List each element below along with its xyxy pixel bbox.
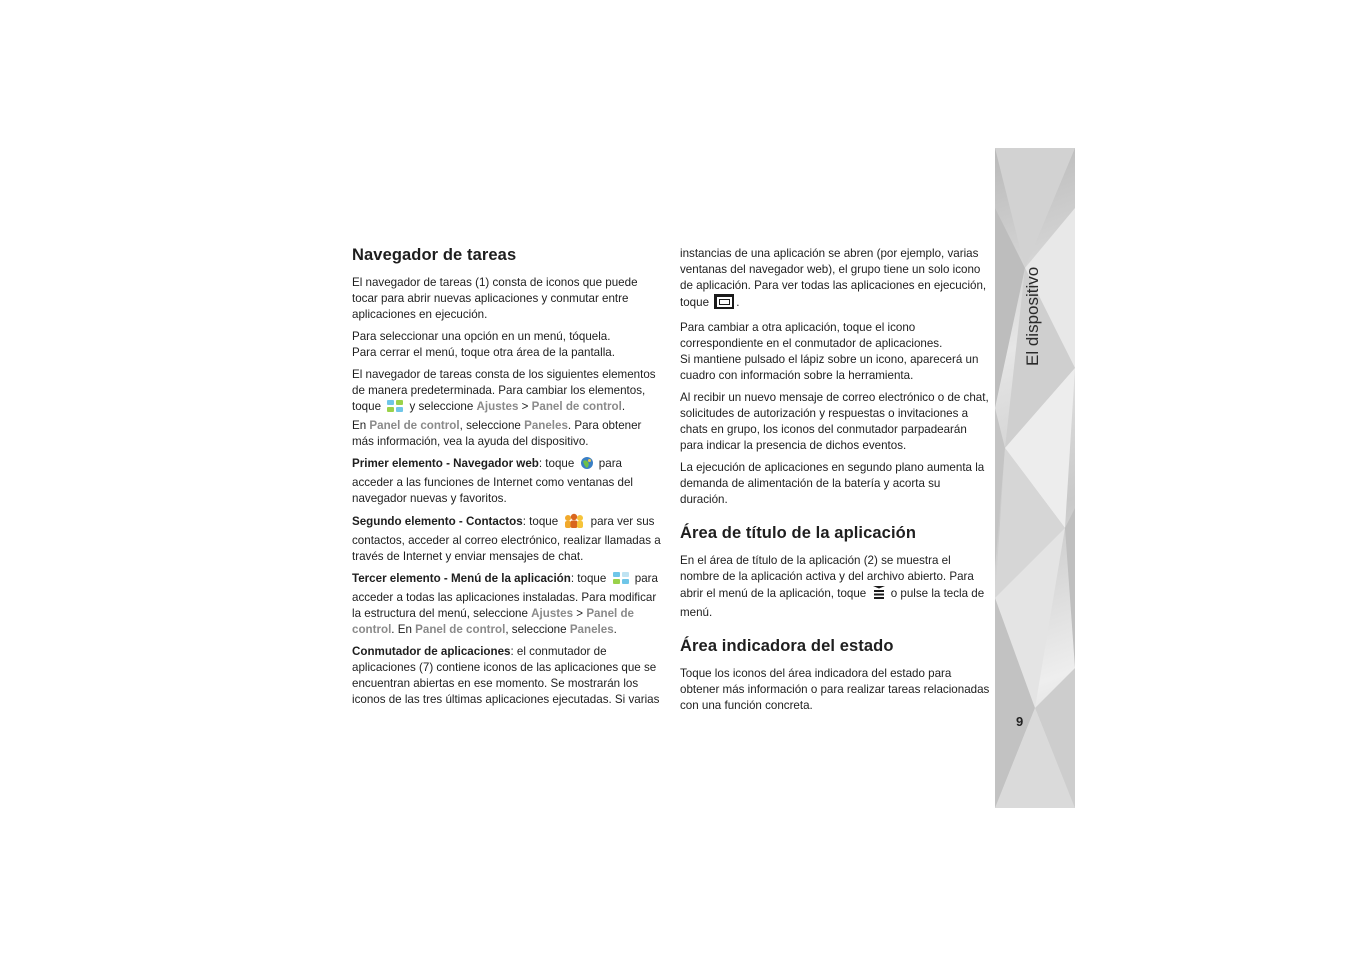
text: . [736,296,740,309]
link-paneles[interactable]: Paneles [524,419,568,432]
text: : toque [538,457,575,470]
link-paneles[interactable]: Paneles [569,623,614,636]
heading-status-area: Área indicadora del estado [680,637,894,655]
paragraph-title-area [680,553,990,621]
web-browser-icon [580,456,594,475]
text: . En [391,623,412,636]
settings-icon [386,399,404,418]
text: : toque [522,515,559,528]
text: En [352,419,367,432]
text: : el conmutador de aplicaciones (7) contiene iconos de las aplicaciones que se encuentran abiertas en ese momento. Se mostrarán los iconos de las tres últimas aplicaciones ejecutadas. Si varias [352,645,660,706]
link-panel-de-control[interactable]: Panel de control [369,419,460,432]
paragraph-notifications: Al recibir un nuevo mensaje de correo electrónico o de chat, solicitudes de autorización y respuestas o invitaciones a chats en grupo, los iconos del conmutador parpadearán para indicar la presencia de dichos eventos. [680,391,989,452]
text-select-option: Para seleccionar una opción en un menú, tóquela. [352,330,611,343]
text: y seleccione [409,400,474,413]
text: para ver sus contactos, acceder al correo electrónico, realizar llamadas a través de Internet y enviar mensajes de chat. [352,515,661,563]
paragraph-intro: El navegador de tareas (1) consta de iconos que puede tocar para abrir nuevas aplicaciones y conmutar entre aplicaciones en ejecución. [352,276,638,321]
contacts-icon [563,513,585,533]
link-panel-de-control[interactable]: Panel de control [415,623,506,636]
paragraph-menu-usage [352,329,662,361]
paragraph-battery: La ejecución de aplicaciones en segundo plano aumenta la demanda de alimentación de la batería y acorta su duración. [680,461,985,506]
paragraph-first-element [352,456,662,507]
link-panel-de-control[interactable]: Panel de control [531,400,622,413]
separator: > [576,607,584,620]
paragraph-switch-app [680,320,990,384]
text: , seleccione [505,623,567,636]
label-first-element: Primer elemento - Navegador web [352,457,539,470]
text: Si mantiene pulsado el lápiz sobre un icono, aparecerá un cuadro con información sobre la herramienta. [680,353,979,382]
link-ajustes[interactable]: Ajustes [476,400,519,413]
label-app-switcher: Conmutador de aplicaciones [352,645,511,658]
text-close-menu: Para cerrar el menú, toque otra área de la pantalla. [352,346,615,359]
text: . Para obtener más información, vea la ayuda del dispositivo. [352,419,642,448]
text: . [621,400,626,413]
label-third-element: Tercer elemento - Menú de la aplicación [352,572,571,585]
menu-icon [872,585,886,605]
heading-app-title-area: Área de título de la aplicación [680,524,916,542]
paragraph-second-element [352,513,662,565]
separator: > [521,400,529,413]
left-column [352,244,662,714]
text: . [613,623,617,636]
app-menu-icon [612,571,630,590]
link-panel-de-control[interactable]: Panel de control [352,607,634,636]
text: En el área de título de la aplicación (2) se muestra el nombre de la aplicación activa y del archivo abierto. Para abrir el menú de la aplicación, toque [680,554,974,600]
right-column [680,246,990,720]
heading-task-navigator: Navegador de tareas [352,246,517,264]
chapter-sidebar [995,148,1075,808]
text: para acceder a todas las aplicaciones instaladas. Para modificar la estructura del menú, seleccione [352,572,658,620]
label-second-element: Segundo elemento - Contactos [352,515,523,528]
text: o pulse la tecla de menú. [680,587,985,619]
paragraph-status-area: Toque los iconos del área indicadora del estado para obtener más información o para realizar tareas relacionadas con una función concreta. [680,667,990,712]
text: , seleccione [459,419,521,432]
text: para acceder a las funciones de Internet como ventanas del navegador nuevas y favoritos. [352,457,634,505]
text: El navegador de tareas consta de los siguientes elementos de manera predeterminada. Para cambiar los elementos, toque [352,368,656,413]
chapter-title: El dispositivo [1023,266,1042,366]
paragraph-instances [680,246,990,314]
paragraph-app-switcher [352,644,662,708]
app-switcher-icon [714,294,734,314]
text: instancias de una aplicación se abren (por ejemplo, varias ventanas del navegador web), el grupo tiene un solo icono de aplicación. Para ver todas las aplicaciones en ejecución, toque [680,247,987,309]
text: Para cambiar a otra aplicación, toque el icono correspondiente en el conmutador de aplicaciones. [680,321,943,350]
paragraph-third-element [352,571,662,638]
page-number: 9 [1016,714,1024,729]
link-ajustes[interactable]: Ajustes [531,607,574,620]
paragraph-default-elements [352,367,662,450]
text: : toque [570,572,607,585]
